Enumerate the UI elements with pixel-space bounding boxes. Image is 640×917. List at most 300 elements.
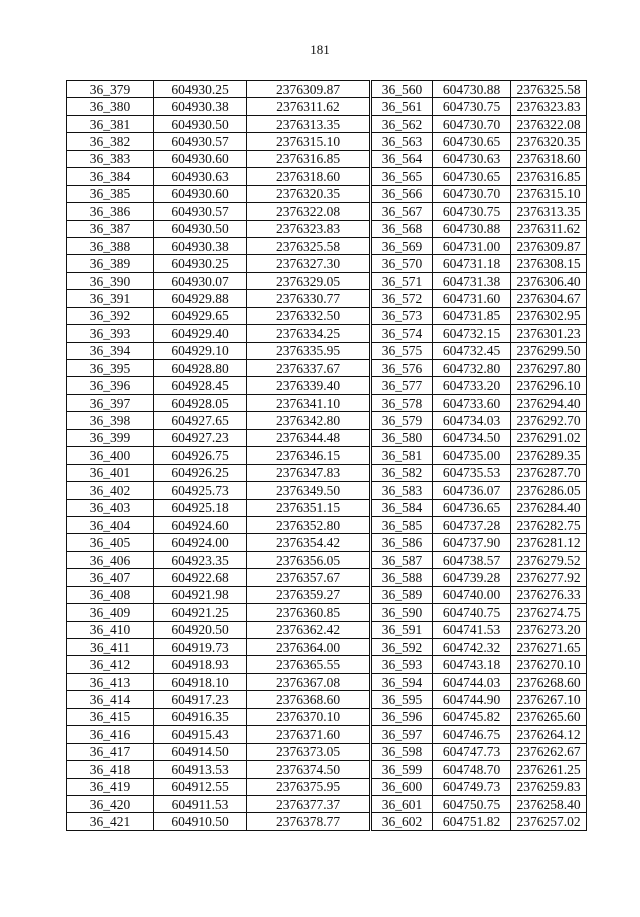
y-coordinate-left-cell: 2376375.95 [247,778,371,795]
y-coordinate-left-cell: 2376374.50 [247,761,371,778]
x-coordinate-left-cell: 604930.57 [154,133,247,150]
y-coordinate-right-cell: 2376286.05 [511,482,587,499]
point-id-left-cell: 36_408 [67,586,154,603]
x-coordinate-right-cell: 604730.63 [433,150,511,167]
y-coordinate-right-cell: 2376308.15 [511,255,587,272]
x-coordinate-left-cell: 604926.25 [154,464,247,481]
y-coordinate-right-cell: 2376259.83 [511,778,587,795]
point-id-right-cell: 36_571 [371,272,433,289]
point-id-right-cell: 36_588 [371,569,433,586]
x-coordinate-right-cell: 604731.85 [433,307,511,324]
point-id-left-cell: 36_421 [67,813,154,830]
table-row [67,551,587,568]
table-row [67,185,587,202]
x-coordinate-right-cell: 604746.75 [433,726,511,743]
point-id-left-cell: 36_396 [67,377,154,394]
point-id-left-cell: 36_392 [67,307,154,324]
x-coordinate-left-cell: 604910.50 [154,813,247,830]
x-coordinate-right-cell: 604739.28 [433,569,511,586]
point-id-right-cell: 36_593 [371,656,433,673]
x-coordinate-left-cell: 604913.53 [154,761,247,778]
x-coordinate-left-cell: 604930.63 [154,168,247,185]
point-id-left-cell: 36_419 [67,778,154,795]
y-coordinate-right-cell: 2376311.62 [511,220,587,237]
x-coordinate-right-cell: 604734.50 [433,429,511,446]
y-coordinate-right-cell: 2376299.50 [511,342,587,359]
point-id-right-cell: 36_600 [371,778,433,795]
point-id-right-cell: 36_583 [371,482,433,499]
y-coordinate-left-cell: 2376334.25 [247,325,371,342]
table-row [67,743,587,760]
x-coordinate-left-cell: 604929.65 [154,307,247,324]
y-coordinate-left-cell: 2376368.60 [247,691,371,708]
y-coordinate-right-cell: 2376265.60 [511,708,587,725]
point-id-right-cell: 36_579 [371,412,433,429]
x-coordinate-left-cell: 604930.60 [154,185,247,202]
x-coordinate-left-cell: 604928.45 [154,377,247,394]
point-id-left-cell: 36_402 [67,482,154,499]
point-id-right-cell: 36_582 [371,464,433,481]
point-id-right-cell: 36_594 [371,673,433,690]
table-row [67,360,587,377]
y-coordinate-right-cell: 2376302.95 [511,307,587,324]
y-coordinate-right-cell: 2376313.35 [511,203,587,220]
x-coordinate-left-cell: 604925.18 [154,499,247,516]
x-coordinate-left-cell: 604929.88 [154,290,247,307]
y-coordinate-left-cell: 2376367.08 [247,673,371,690]
table-row [67,726,587,743]
point-id-right-cell: 36_586 [371,534,433,551]
y-coordinate-right-cell: 2376289.35 [511,447,587,464]
x-coordinate-left-cell: 604911.53 [154,795,247,812]
point-id-left-cell: 36_411 [67,639,154,656]
table-row [67,604,587,621]
x-coordinate-left-cell: 604930.50 [154,220,247,237]
table-row [67,133,587,150]
y-coordinate-left-cell: 2376323.83 [247,220,371,237]
point-id-left-cell: 36_379 [67,81,154,98]
y-coordinate-right-cell: 2376277.92 [511,569,587,586]
x-coordinate-right-cell: 604741.53 [433,621,511,638]
x-coordinate-left-cell: 604925.73 [154,482,247,499]
table-row [67,325,587,342]
x-coordinate-left-cell: 604930.38 [154,98,247,115]
x-coordinate-right-cell: 604747.73 [433,743,511,760]
table-row [67,534,587,551]
x-coordinate-right-cell: 604730.88 [433,220,511,237]
y-coordinate-right-cell: 2376315.10 [511,185,587,202]
point-id-right-cell: 36_569 [371,237,433,254]
x-coordinate-right-cell: 604731.60 [433,290,511,307]
y-coordinate-right-cell: 2376287.70 [511,464,587,481]
y-coordinate-right-cell: 2376271.65 [511,639,587,656]
x-coordinate-right-cell: 604735.53 [433,464,511,481]
point-id-right-cell: 36_577 [371,377,433,394]
y-coordinate-left-cell: 2376347.83 [247,464,371,481]
x-coordinate-right-cell: 604730.70 [433,115,511,132]
y-coordinate-left-cell: 2376318.60 [247,168,371,185]
x-coordinate-left-cell: 604920.50 [154,621,247,638]
table-row [67,290,587,307]
point-id-left-cell: 36_397 [67,394,154,411]
y-coordinate-left-cell: 2376327.30 [247,255,371,272]
x-coordinate-left-cell: 604919.73 [154,639,247,656]
y-coordinate-left-cell: 2376371.60 [247,726,371,743]
y-coordinate-left-cell: 2376320.35 [247,185,371,202]
y-coordinate-left-cell: 2376341.10 [247,394,371,411]
point-id-right-cell: 36_576 [371,360,433,377]
table-row [67,255,587,272]
x-coordinate-left-cell: 604914.50 [154,743,247,760]
y-coordinate-right-cell: 2376292.70 [511,412,587,429]
x-coordinate-right-cell: 604730.75 [433,203,511,220]
point-id-right-cell: 36_574 [371,325,433,342]
point-id-right-cell: 36_565 [371,168,433,185]
y-coordinate-left-cell: 2376364.00 [247,639,371,656]
y-coordinate-left-cell: 2376332.50 [247,307,371,324]
x-coordinate-right-cell: 604738.57 [433,551,511,568]
x-coordinate-left-cell: 604928.80 [154,360,247,377]
point-id-left-cell: 36_403 [67,499,154,516]
point-id-right-cell: 36_598 [371,743,433,760]
point-id-left-cell: 36_388 [67,237,154,254]
x-coordinate-right-cell: 604730.75 [433,98,511,115]
point-id-left-cell: 36_405 [67,534,154,551]
point-id-left-cell: 36_400 [67,447,154,464]
table-row [67,168,587,185]
x-coordinate-right-cell: 604733.20 [433,377,511,394]
x-coordinate-right-cell: 604731.38 [433,272,511,289]
x-coordinate-right-cell: 604740.00 [433,586,511,603]
point-id-left-cell: 36_415 [67,708,154,725]
y-coordinate-right-cell: 2376284.40 [511,499,587,516]
y-coordinate-left-cell: 2376330.77 [247,290,371,307]
point-id-left-cell: 36_394 [67,342,154,359]
y-coordinate-left-cell: 2376378.77 [247,813,371,830]
y-coordinate-right-cell: 2376296.10 [511,377,587,394]
y-coordinate-right-cell: 2376276.33 [511,586,587,603]
point-id-right-cell: 36_564 [371,150,433,167]
table-row [67,237,587,254]
y-coordinate-left-cell: 2376352.80 [247,516,371,533]
y-coordinate-right-cell: 2376297.80 [511,360,587,377]
point-id-right-cell: 36_572 [371,290,433,307]
table-row [67,429,587,446]
point-id-left-cell: 36_389 [67,255,154,272]
x-coordinate-left-cell: 604929.40 [154,325,247,342]
y-coordinate-left-cell: 2376373.05 [247,743,371,760]
y-coordinate-left-cell: 2376325.58 [247,237,371,254]
y-coordinate-right-cell: 2376301.23 [511,325,587,342]
y-coordinate-left-cell: 2376359.27 [247,586,371,603]
y-coordinate-right-cell: 2376267.10 [511,691,587,708]
y-coordinate-right-cell: 2376257.02 [511,813,587,830]
table-row [67,81,587,98]
y-coordinate-left-cell: 2376344.48 [247,429,371,446]
x-coordinate-left-cell: 604930.25 [154,81,247,98]
y-coordinate-right-cell: 2376268.60 [511,673,587,690]
x-coordinate-right-cell: 604751.82 [433,813,511,830]
y-coordinate-right-cell: 2376273.20 [511,621,587,638]
y-coordinate-left-cell: 2376365.55 [247,656,371,673]
table-row [67,98,587,115]
x-coordinate-left-cell: 604930.60 [154,150,247,167]
y-coordinate-left-cell: 2376346.15 [247,447,371,464]
table-row [67,778,587,795]
y-coordinate-right-cell: 2376322.08 [511,115,587,132]
point-id-right-cell: 36_587 [371,551,433,568]
table-row [67,307,587,324]
x-coordinate-left-cell: 604912.55 [154,778,247,795]
y-coordinate-left-cell: 2376322.08 [247,203,371,220]
y-coordinate-left-cell: 2376356.05 [247,551,371,568]
y-coordinate-right-cell: 2376320.35 [511,133,587,150]
table-row [67,708,587,725]
point-id-left-cell: 36_395 [67,360,154,377]
y-coordinate-left-cell: 2376316.85 [247,150,371,167]
x-coordinate-left-cell: 604927.65 [154,412,247,429]
table-row [67,656,587,673]
table-row [67,464,587,481]
y-coordinate-right-cell: 2376270.10 [511,656,587,673]
y-coordinate-right-cell: 2376281.12 [511,534,587,551]
y-coordinate-right-cell: 2376282.75 [511,516,587,533]
table-row [67,377,587,394]
point-id-right-cell: 36_591 [371,621,433,638]
x-coordinate-right-cell: 604749.73 [433,778,511,795]
y-coordinate-left-cell: 2376342.80 [247,412,371,429]
x-coordinate-left-cell: 604918.10 [154,673,247,690]
y-coordinate-left-cell: 2376351.15 [247,499,371,516]
x-coordinate-left-cell: 604924.60 [154,516,247,533]
table-row [67,482,587,499]
point-id-left-cell: 36_382 [67,133,154,150]
point-id-left-cell: 36_414 [67,691,154,708]
y-coordinate-right-cell: 2376262.67 [511,743,587,760]
x-coordinate-left-cell: 604923.35 [154,551,247,568]
x-coordinate-left-cell: 604928.05 [154,394,247,411]
y-coordinate-left-cell: 2376357.67 [247,569,371,586]
point-id-right-cell: 36_580 [371,429,433,446]
y-coordinate-right-cell: 2376325.58 [511,81,587,98]
x-coordinate-left-cell: 604930.25 [154,255,247,272]
point-id-right-cell: 36_602 [371,813,433,830]
point-id-right-cell: 36_592 [371,639,433,656]
y-coordinate-right-cell: 2376264.12 [511,726,587,743]
point-id-left-cell: 36_404 [67,516,154,533]
x-coordinate-right-cell: 604742.32 [433,639,511,656]
point-id-left-cell: 36_390 [67,272,154,289]
point-id-right-cell: 36_601 [371,795,433,812]
y-coordinate-right-cell: 2376306.40 [511,272,587,289]
point-id-left-cell: 36_399 [67,429,154,446]
y-coordinate-left-cell: 2376335.95 [247,342,371,359]
table-row [67,447,587,464]
y-coordinate-right-cell: 2376294.40 [511,394,587,411]
table-row [67,394,587,411]
x-coordinate-left-cell: 604922.68 [154,569,247,586]
x-coordinate-right-cell: 604730.65 [433,168,511,185]
table-row [67,795,587,812]
point-id-right-cell: 36_584 [371,499,433,516]
point-id-right-cell: 36_597 [371,726,433,743]
table-row [67,691,587,708]
x-coordinate-left-cell: 604915.43 [154,726,247,743]
point-id-left-cell: 36_381 [67,115,154,132]
x-coordinate-left-cell: 604927.23 [154,429,247,446]
table-row [67,342,587,359]
x-coordinate-right-cell: 604740.75 [433,604,511,621]
point-id-left-cell: 36_398 [67,412,154,429]
y-coordinate-right-cell: 2376309.87 [511,237,587,254]
point-id-left-cell: 36_383 [67,150,154,167]
table-row [67,761,587,778]
coordinate-table [66,80,587,831]
table-row [67,150,587,167]
page-number: 181 [310,42,330,57]
point-id-right-cell: 36_585 [371,516,433,533]
x-coordinate-right-cell: 604743.18 [433,656,511,673]
y-coordinate-left-cell: 2376377.37 [247,795,371,812]
point-id-left-cell: 36_385 [67,185,154,202]
point-id-left-cell: 36_418 [67,761,154,778]
y-coordinate-left-cell: 2376362.42 [247,621,371,638]
x-coordinate-left-cell: 604924.00 [154,534,247,551]
x-coordinate-left-cell: 604930.07 [154,272,247,289]
point-id-right-cell: 36_578 [371,394,433,411]
x-coordinate-right-cell: 604745.82 [433,708,511,725]
point-id-right-cell: 36_566 [371,185,433,202]
point-id-left-cell: 36_386 [67,203,154,220]
point-id-right-cell: 36_589 [371,586,433,603]
x-coordinate-left-cell: 604916.35 [154,708,247,725]
point-id-left-cell: 36_391 [67,290,154,307]
point-id-right-cell: 36_575 [371,342,433,359]
x-coordinate-right-cell: 604748.70 [433,761,511,778]
point-id-left-cell: 36_393 [67,325,154,342]
table-row [67,813,587,830]
point-id-right-cell: 36_570 [371,255,433,272]
point-id-left-cell: 36_413 [67,673,154,690]
table-row [67,220,587,237]
y-coordinate-left-cell: 2376349.50 [247,482,371,499]
x-coordinate-right-cell: 604732.45 [433,342,511,359]
x-coordinate-right-cell: 604734.03 [433,412,511,429]
x-coordinate-right-cell: 604733.60 [433,394,511,411]
table-row [67,586,587,603]
point-id-left-cell: 36_401 [67,464,154,481]
x-coordinate-left-cell: 604926.75 [154,447,247,464]
y-coordinate-right-cell: 2376304.67 [511,290,587,307]
x-coordinate-right-cell: 604736.65 [433,499,511,516]
x-coordinate-right-cell: 604750.75 [433,795,511,812]
point-id-right-cell: 36_595 [371,691,433,708]
y-coordinate-left-cell: 2376311.62 [247,98,371,115]
point-id-left-cell: 36_387 [67,220,154,237]
y-coordinate-left-cell: 2376309.87 [247,81,371,98]
table-row [67,272,587,289]
point-id-left-cell: 36_410 [67,621,154,638]
table-row [67,115,587,132]
y-coordinate-right-cell: 2376316.85 [511,168,587,185]
x-coordinate-right-cell: 604744.03 [433,673,511,690]
y-coordinate-left-cell: 2376354.42 [247,534,371,551]
table-row [67,412,587,429]
x-coordinate-right-cell: 604732.15 [433,325,511,342]
y-coordinate-right-cell: 2376318.60 [511,150,587,167]
point-id-left-cell: 36_409 [67,604,154,621]
point-id-right-cell: 36_562 [371,115,433,132]
point-id-right-cell: 36_573 [371,307,433,324]
x-coordinate-left-cell: 604930.38 [154,237,247,254]
x-coordinate-right-cell: 604730.65 [433,133,511,150]
point-id-right-cell: 36_563 [371,133,433,150]
point-id-left-cell: 36_420 [67,795,154,812]
point-id-right-cell: 36_561 [371,98,433,115]
x-coordinate-right-cell: 604744.90 [433,691,511,708]
table-row [67,639,587,656]
y-coordinate-left-cell: 2376329.05 [247,272,371,289]
point-id-left-cell: 36_412 [67,656,154,673]
x-coordinate-left-cell: 604930.50 [154,115,247,132]
x-coordinate-right-cell: 604730.70 [433,185,511,202]
x-coordinate-right-cell: 604730.88 [433,81,511,98]
point-id-left-cell: 36_417 [67,743,154,760]
y-coordinate-right-cell: 2376279.52 [511,551,587,568]
x-coordinate-right-cell: 604736.07 [433,482,511,499]
x-coordinate-right-cell: 604737.90 [433,534,511,551]
point-id-right-cell: 36_560 [371,81,433,98]
x-coordinate-right-cell: 604737.28 [433,516,511,533]
coordinate-table-body [67,81,587,831]
x-coordinate-right-cell: 604735.00 [433,447,511,464]
y-coordinate-left-cell: 2376313.35 [247,115,371,132]
point-id-right-cell: 36_567 [371,203,433,220]
point-id-right-cell: 36_599 [371,761,433,778]
y-coordinate-left-cell: 2376360.85 [247,604,371,621]
y-coordinate-right-cell: 2376274.75 [511,604,587,621]
x-coordinate-left-cell: 604918.93 [154,656,247,673]
table-row [67,621,587,638]
point-id-left-cell: 36_406 [67,551,154,568]
point-id-right-cell: 36_568 [371,220,433,237]
y-coordinate-left-cell: 2376337.67 [247,360,371,377]
y-coordinate-right-cell: 2376258.40 [511,795,587,812]
y-coordinate-right-cell: 2376291.02 [511,429,587,446]
point-id-left-cell: 36_380 [67,98,154,115]
y-coordinate-left-cell: 2376339.40 [247,377,371,394]
table-row [67,516,587,533]
point-id-right-cell: 36_581 [371,447,433,464]
table-row [67,499,587,516]
point-id-right-cell: 36_596 [371,708,433,725]
y-coordinate-left-cell: 2376315.10 [247,133,371,150]
y-coordinate-right-cell: 2376323.83 [511,98,587,115]
table-row [67,203,587,220]
x-coordinate-left-cell: 604929.10 [154,342,247,359]
y-coordinate-left-cell: 2376370.10 [247,708,371,725]
point-id-left-cell: 36_407 [67,569,154,586]
table-row [67,673,587,690]
point-id-left-cell: 36_384 [67,168,154,185]
x-coordinate-left-cell: 604921.98 [154,586,247,603]
x-coordinate-right-cell: 604732.80 [433,360,511,377]
x-coordinate-left-cell: 604917.23 [154,691,247,708]
x-coordinate-right-cell: 604731.00 [433,237,511,254]
table-row [67,569,587,586]
y-coordinate-right-cell: 2376261.25 [511,761,587,778]
point-id-right-cell: 36_590 [371,604,433,621]
